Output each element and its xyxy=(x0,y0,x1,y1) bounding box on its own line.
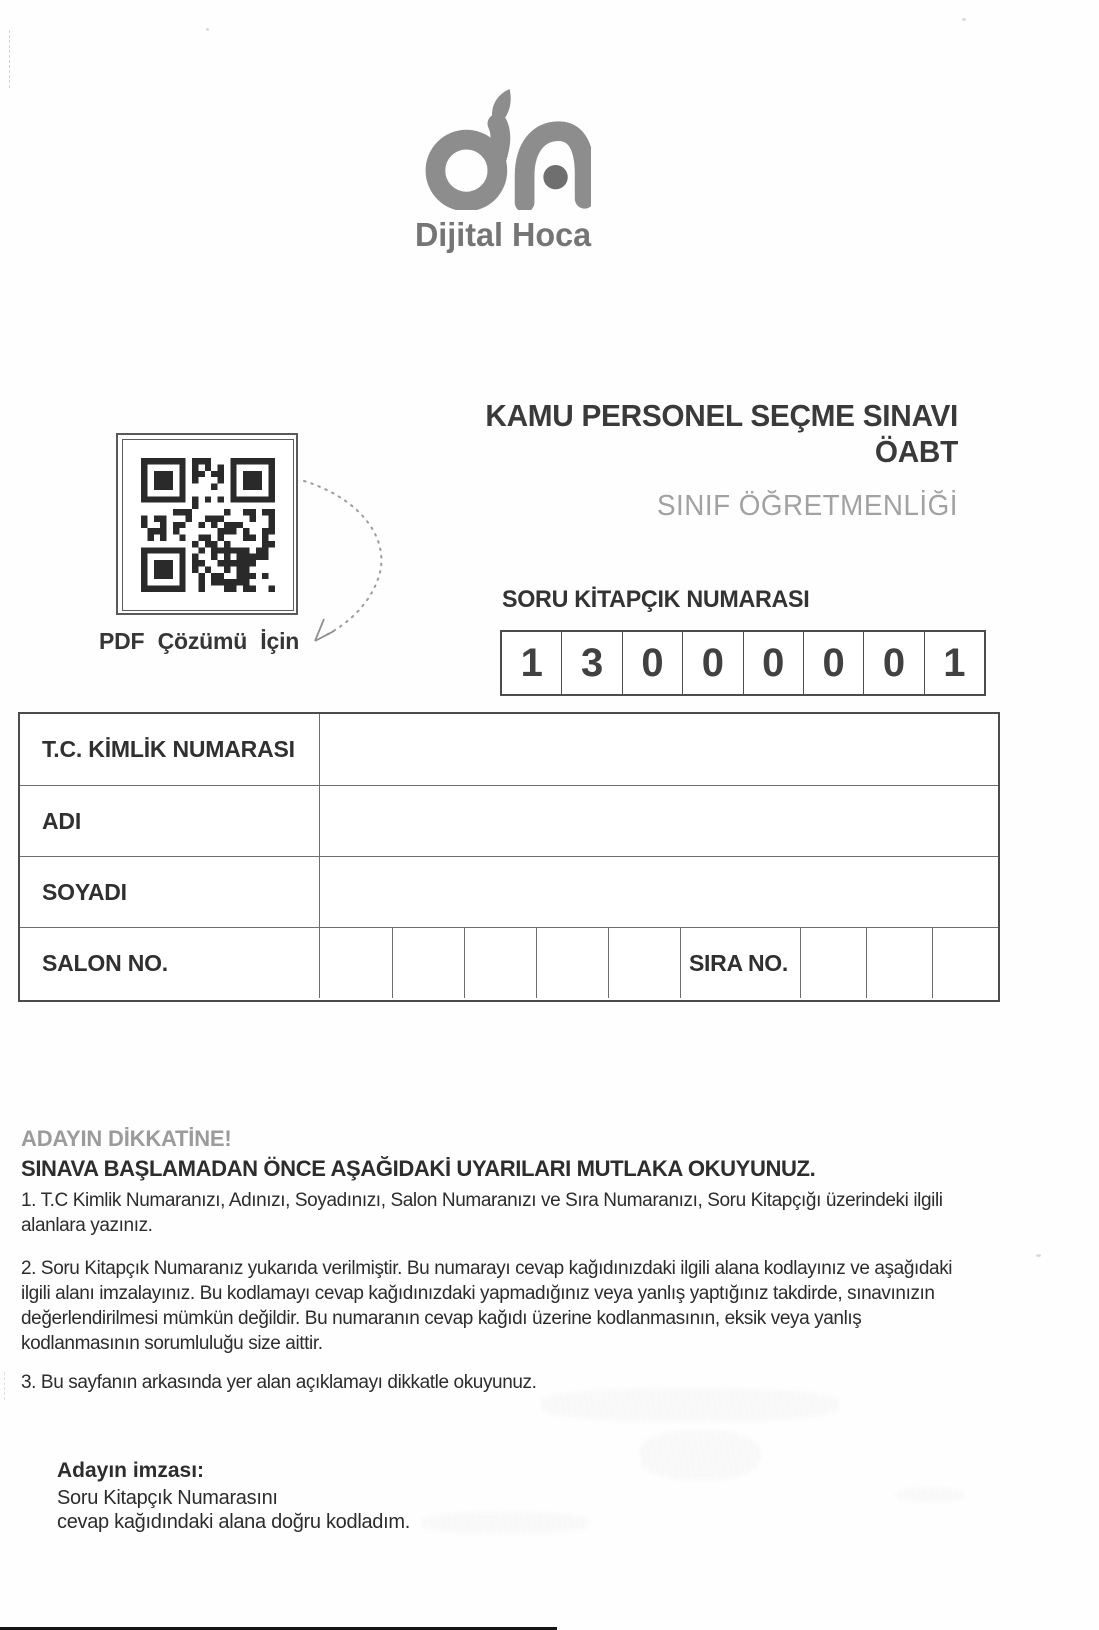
exam-branch-subtitle: SINIF ÖĞRETMENLİĞİ xyxy=(657,490,958,522)
signature-statement-line1: Soru Kitapçık Numarasını xyxy=(57,1487,278,1509)
table-row xyxy=(20,927,998,998)
booklet-digit-box: 0 xyxy=(863,632,923,694)
input-cell-adi xyxy=(320,786,998,856)
table-row xyxy=(20,785,998,856)
booklet-number-boxes xyxy=(500,630,986,696)
scan-artifact xyxy=(9,30,10,88)
salon-no-cell xyxy=(464,928,536,998)
instruction-item-2: 2. Soru Kitapçık Numaranız yukarıda verilmiştir. Bu numarayı cevap kağıdınızdaki ilgili alana kodlayınız ve aşağıdaki ilgili alanı imzalayınız. Bu kodlamayı cevap kağıdınızdaki yapmadığınız veya yanlış yaptığınız takdirde, sınavınızın değerlendirilmesi mümkün değildir. Bu numaranın cevap kağıdı üzerine kodlanmasının, eksik veya yanlış kodlanmasının sorumluluğu size aittir. xyxy=(21,1258,953,1354)
table-row xyxy=(20,714,998,785)
booklet-digit-box: 0 xyxy=(803,632,863,694)
scan-artifact xyxy=(420,1512,590,1534)
input-cell-soyadi xyxy=(320,857,998,927)
scan-artifact xyxy=(895,1488,965,1502)
dotted-curved-arrow-icon xyxy=(298,465,413,655)
sira-no-cell xyxy=(800,928,866,998)
input-cell-tc-kimlik xyxy=(320,714,998,785)
signature-statement-line2: cevap kağıdındaki alana doğru kodladım. xyxy=(57,1511,410,1533)
exam-title: KAMU PERSONEL SEÇME SINAVI xyxy=(485,398,958,433)
scan-artifact xyxy=(4,1372,5,1400)
booklet-digit-box: 0 xyxy=(622,632,682,694)
attention-heading: ADAYIN DİKKATİNE! xyxy=(21,1126,232,1151)
booklet-digit-box: 3 xyxy=(561,632,621,694)
signature-label: Adayın imzası: xyxy=(57,1459,205,1482)
scan-artifact xyxy=(1036,1254,1041,1257)
instructions-heading: SINAVA BAŞLAMADAN ÖNCE AŞAĞIDAKİ UYARILARI MUTLAKA OKUYUNUZ. xyxy=(21,1156,816,1181)
field-label-soyadi: SOYADI xyxy=(20,857,320,927)
sira-no-cell xyxy=(866,928,932,998)
instruction-item-3: 3. Bu sayfanın arkasında yer alan açıklamayı dikkatle okuyunuz. xyxy=(21,1372,537,1393)
table-row xyxy=(20,856,998,927)
qr-code-icon xyxy=(141,458,275,592)
booklet-number-label: SORU KİTAPÇIK NUMARASI xyxy=(502,586,810,613)
qr-caption: PDF Çözümü İçin xyxy=(99,628,300,654)
field-label-salon-no: SALON NO. xyxy=(20,928,320,998)
salon-no-cell xyxy=(608,928,680,998)
booklet-digit-box: 1 xyxy=(520,640,543,685)
field-label-sira-no: SIRA NO. xyxy=(680,928,800,998)
field-label-tc-kimlik: T.C. KİMLİK NUMARASI xyxy=(20,714,320,785)
booklet-digit-box: 1 xyxy=(924,632,984,694)
brand-name: Dijital Hoca xyxy=(414,216,592,253)
dijital-hoca-logo xyxy=(403,88,603,254)
scan-artifact xyxy=(640,1430,760,1480)
instruction-item-1: 1. T.C Kimlik Numaranızı, Adınızı, Soyadınızı, Salon Numaranızı ve Sıra Numaranızı, Soru Kitapçığı üzerindeki ilgili alanlara yazınız. xyxy=(21,1190,943,1236)
qr-code-frame xyxy=(116,433,298,615)
sira-no-cell xyxy=(932,928,998,998)
exam-title-abbr: ÖABT xyxy=(874,434,958,469)
qr-code-inner-frame xyxy=(122,439,294,611)
salon-no-cell xyxy=(320,928,392,998)
field-label-adi: ADI xyxy=(20,786,320,856)
header-titles xyxy=(442,398,958,523)
booklet-digit-box: 0 xyxy=(743,632,803,694)
scan-artifact xyxy=(206,28,209,31)
signature-section xyxy=(57,1458,410,1534)
salon-no-cell xyxy=(392,928,464,998)
scan-artifact xyxy=(962,18,966,21)
instructions-section xyxy=(21,1126,976,1395)
candidate-info-table xyxy=(18,712,1000,1002)
booklet-digit-box: 0 xyxy=(682,632,742,694)
dijital-hoca-logo-icon xyxy=(415,88,591,210)
salon-no-cell xyxy=(536,928,608,998)
